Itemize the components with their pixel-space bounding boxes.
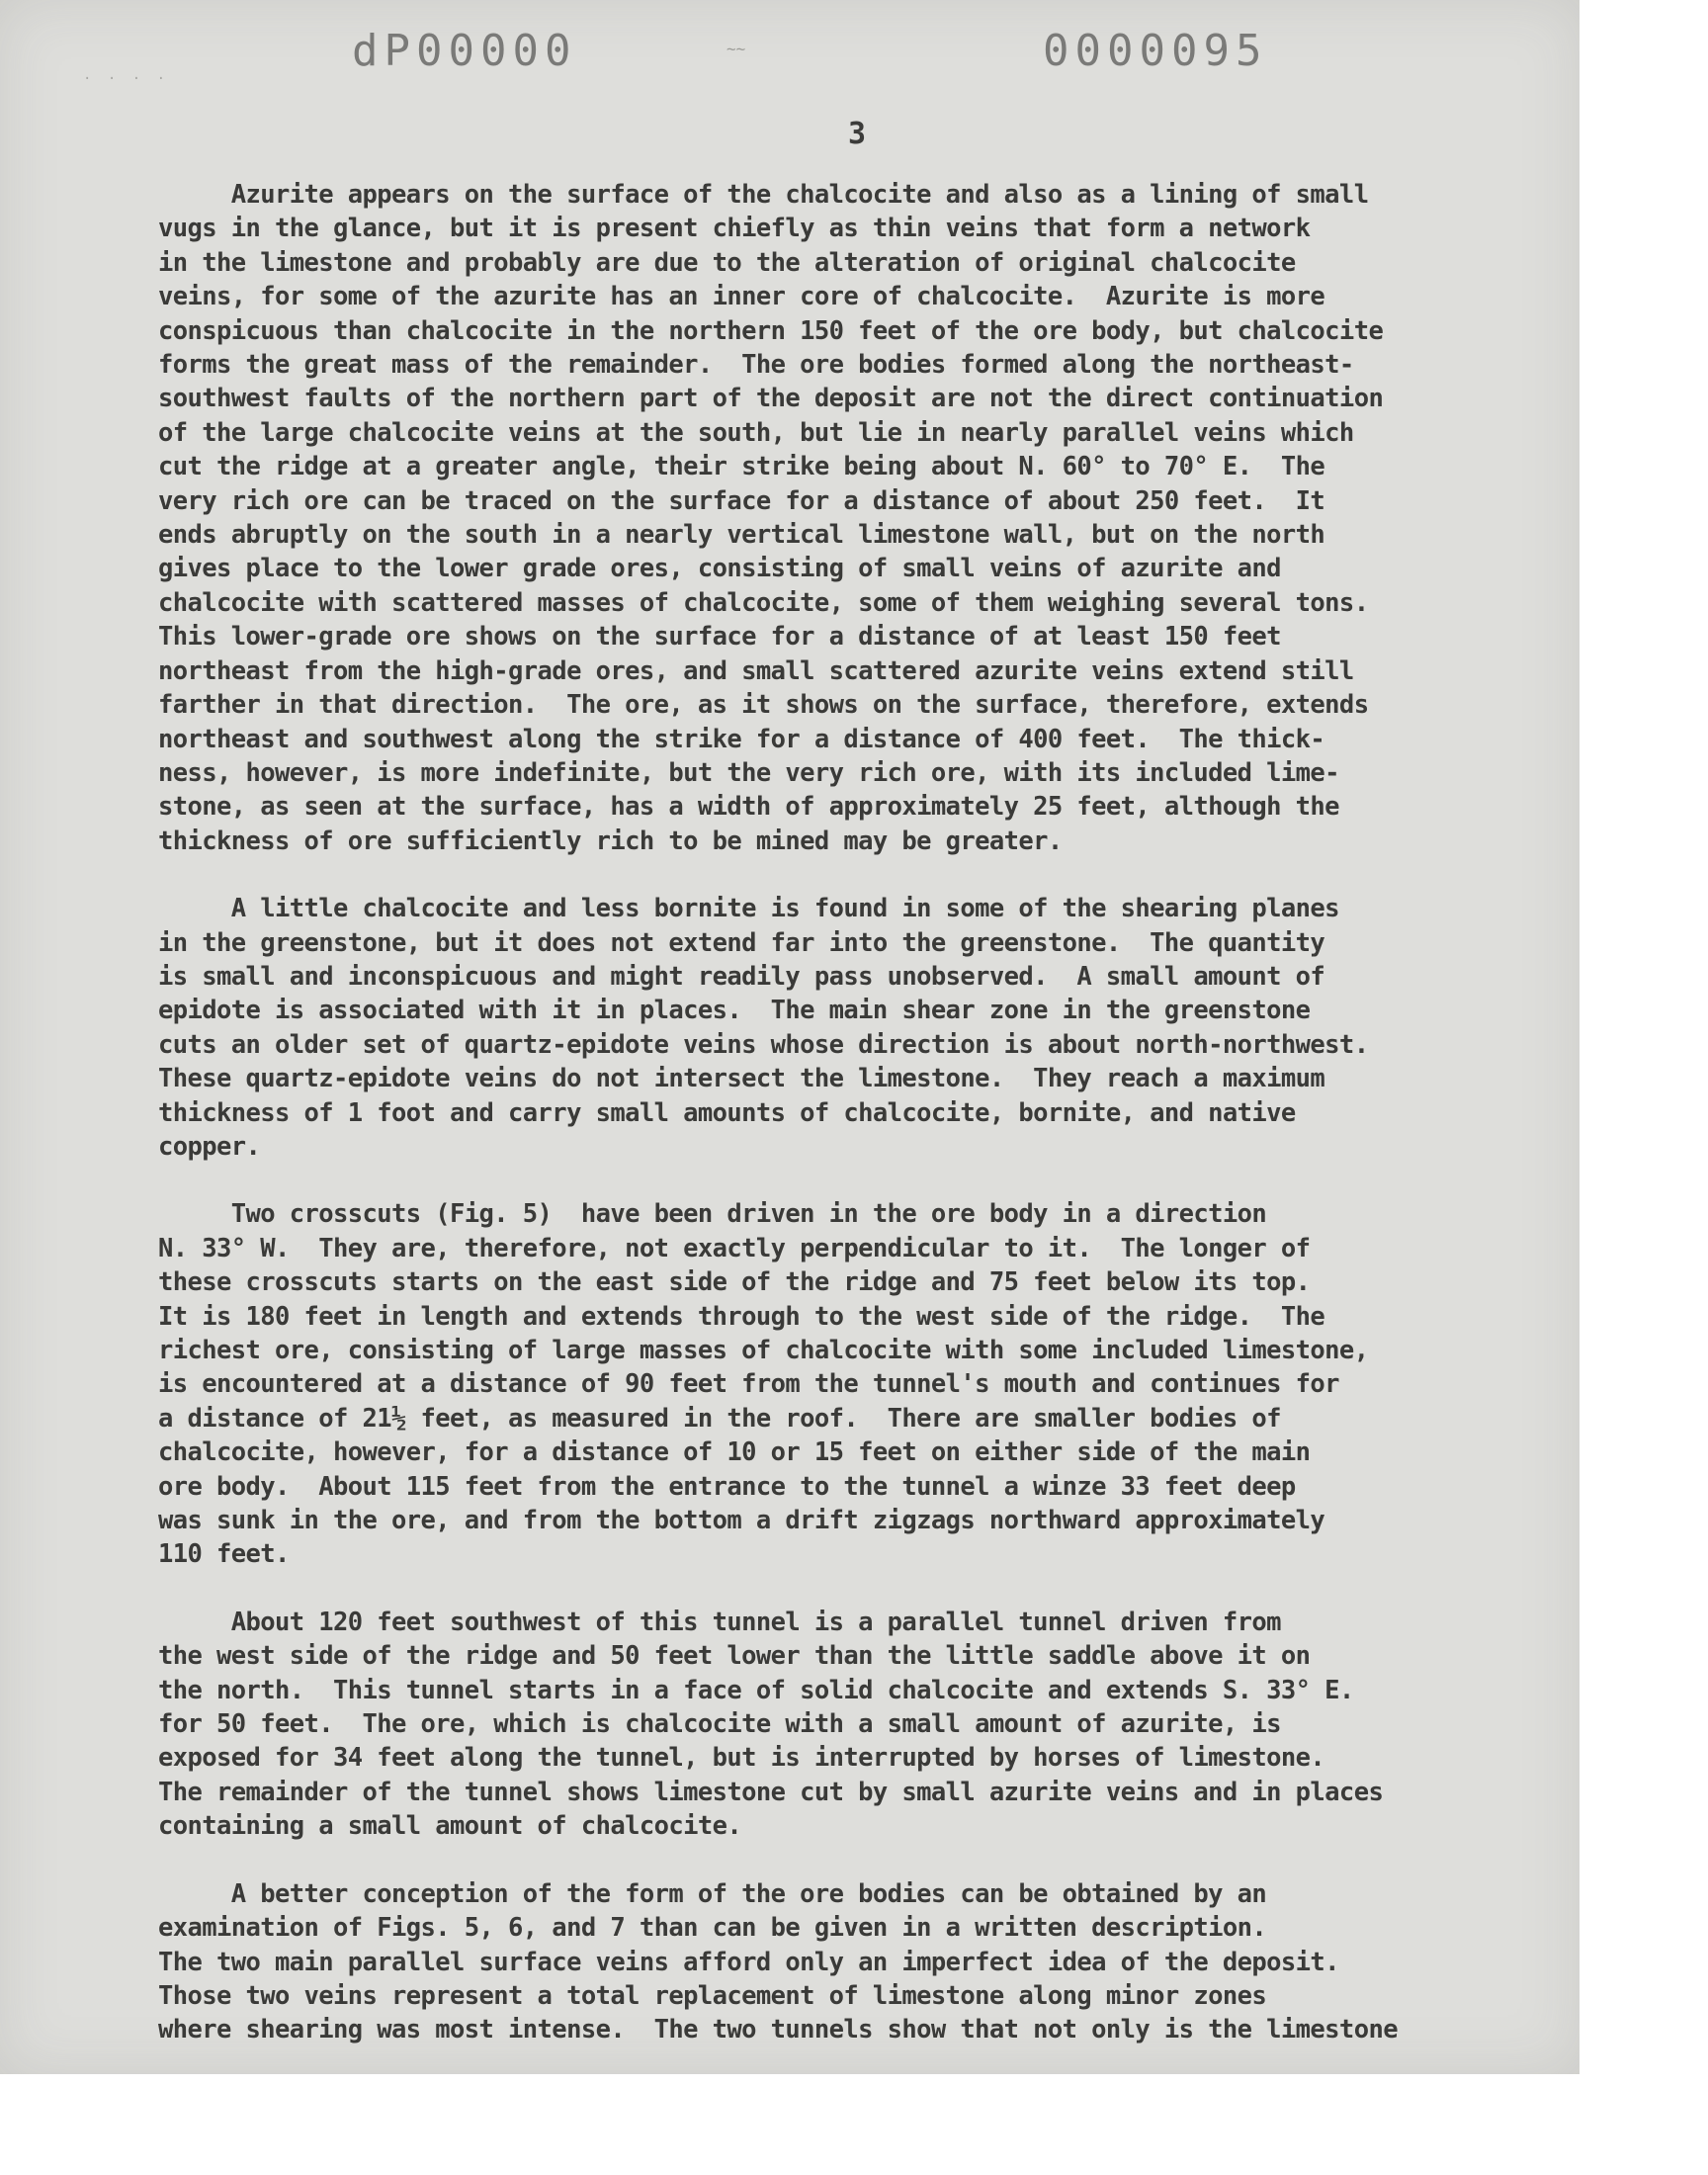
paragraph [158,892,1562,1164]
text-line: is encountered at a distance of 90 feet from the tunnel's mouth and continues for [158,1369,1339,1400]
text-line: the north. This tunnel starts in a face of solid chalcocite and extends S. 33° E. [158,1675,1354,1705]
text-line: where shearing was most intense. The two tunnels show that not only is the limestone [158,2015,1398,2045]
text-line: A better conception of the form of the ore bodies can be obtained by an [158,1878,1267,1909]
text-line: these crosscuts starts on the east side of the ridge and 75 feet below its top. [158,1267,1311,1298]
text-line: ore body. About 115 feet from the entrance to the tunnel a winze 33 feet deep [158,1471,1296,1502]
text-line: richest ore, consisting of large masses of chalcocite with some included limestone, [158,1336,1369,1365]
scan-margin-right [1580,0,1708,2175]
text-line: conspicuous than chalcocite in the northern 150 feet of the ore body, but chalcocite [158,315,1384,346]
text-line: is small and inconspicuous and might readily pass unobserved. A small amount of [158,961,1325,992]
text-line: A little chalcocite and less bornite is found in some of the shearing planes [158,894,1339,924]
text-line: containing a small amount of chalcocite. [158,1811,742,1842]
text-line: northeast from the high-grade ores, and small scattered azurite veins extend still [158,655,1354,686]
text-line: vugs in the glance, but it is present chiefly as thin veins that form a network [158,214,1311,244]
text-line: forms the great mass of the remainder. The ore bodies formed along the northeast- [158,350,1354,381]
text-line: The remainder of the tunnel shows limestone cut by small azurite veins and in places [158,1777,1384,1807]
text-line: ends abruptly on the south in a nearly vertical limestone wall, but on the north [158,520,1325,551]
document-body [158,178,1562,2081]
text-line: the west side of the ridge and 50 feet lower than the little saddle above it on [158,1641,1311,1672]
scan-margin-bottom [0,2074,1708,2175]
text-line: Those two veins represent a total replacement of limestone along minor zones [158,1980,1267,2011]
text-line: chalcocite with scattered masses of chalcocite, some of them weighing several tons. [158,587,1369,618]
text-line: thickness of ore sufficiently rich to be mined may be greater. [158,826,1063,856]
page-sequence-stamp: 0000095 [1043,26,1268,76]
text-line: epidote is associated with it in places. The main shear zone in the greenstone [158,996,1311,1026]
text-line: cut the ridge at a greater angle, their strike being about N. 60° to 70° E. The [158,452,1325,482]
text-line: copper. [158,1131,261,1162]
text-line: exposed for 34 feet along the tunnel, but is interrupted by horses of limestone. [158,1743,1325,1774]
text-line: stone, as seen at the surface, has a width of approximately 25 feet, although the [158,792,1339,823]
paragraph [158,178,1562,858]
paragraph [158,1877,1562,2047]
text-line: in the limestone and probably are due to the alteration of original chalcocite [158,247,1296,278]
text-line: farther in that direction. The ore, as it shows on the surface, therefore, extends [158,690,1369,721]
text-line: veins, for some of the azurite has an inner core of chalcocite. Azurite is more [158,282,1325,312]
text-line: 110 feet. [158,1539,290,1570]
text-line: thickness of 1 foot and carry small amounts of chalcocite, bornite, and native [158,1097,1296,1128]
text-line: examination of Figs. 5, 6, and 7 than can be given in a written description. [158,1913,1267,1944]
text-line: northeast and southwest along the strike for a distance of 400 feet. The thick- [158,724,1325,754]
text-line: very rich ore can be traced on the surface for a distance of about 250 feet. It [158,485,1325,516]
paragraph [158,1197,1562,1571]
text-line: gives place to the lower grade ores, consisting of small veins of azurite and [158,554,1281,584]
text-line: About 120 feet southwest of this tunnel is a parallel tunnel driven from [158,1607,1281,1637]
text-line: a distance of 21½ feet, as measured in the roof. There are smaller bodies of [158,1403,1281,1434]
document-id-stamp: dP00000 [352,26,577,76]
text-line: was sunk in the ore, and from the bottom a drift zigzags northward approximately [158,1506,1325,1536]
text-line: Azurite appears on the surface of the chalcocite and also as a lining of small [158,180,1369,210]
paragraph [158,1606,1562,1844]
text-line: southwest faults of the northern part of the deposit are not the direct continuation [158,384,1384,414]
scan-smudge-left: · · · · [83,71,170,87]
text-line: of the large chalcocite veins at the south, but lie in nearly parallel veins which [158,417,1354,448]
text-line: ness, however, is more indefinite, but the very rich ore, with its included lime- [158,757,1339,788]
text-line: N. 33° W. They are, therefore, not exactly perpendicular to it. The longer of [158,1233,1311,1263]
text-line: Two crosscuts (Fig. 5) have been driven in the ore body in a direction [158,1199,1267,1230]
text-line: It is 180 feet in length and extends through to the west side of the ridge. The [158,1301,1325,1332]
text-line: The two main parallel surface veins afford only an imperfect idea of the deposit. [158,1947,1339,1977]
text-line: These quartz-epidote veins do not intersect the limestone. They reach a maximum [158,1064,1325,1094]
text-line: for 50 feet. The ore, which is chalcocite with a small amount of azurite, is [158,1709,1281,1740]
page-number: 3 [848,117,867,151]
scan-smudge: ~~ [726,40,746,58]
text-line: cuts an older set of quartz-epidote veins whose direction is about north-northwest. [158,1029,1369,1060]
text-line: This lower-grade ore shows on the surface for a distance of at least 150 feet [158,622,1281,652]
text-line: in the greenstone, but it does not extend far into the greenstone. The quantity [158,927,1325,958]
text-line: chalcocite, however, for a distance of 10 or 15 feet on either side of the main [158,1437,1311,1468]
